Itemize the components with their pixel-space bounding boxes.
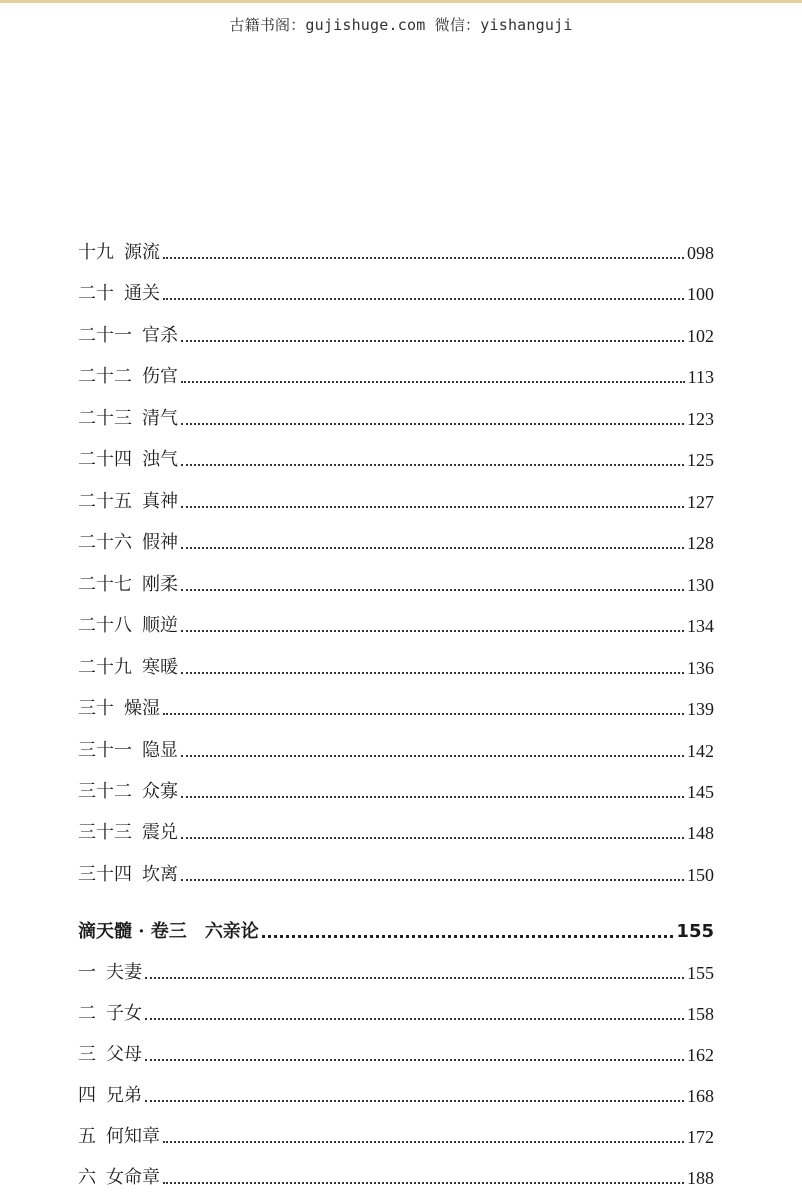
dot-leader xyxy=(181,506,684,508)
entry-page: 127 xyxy=(687,492,714,512)
section-page: 155 xyxy=(676,921,714,942)
entry-title: 假神 xyxy=(142,532,178,553)
dot-leader xyxy=(181,381,685,383)
dot-leader xyxy=(145,1059,684,1061)
entry-title: 顺逆 xyxy=(142,615,178,636)
entry-number: 三十一 xyxy=(78,740,132,761)
dot-leader xyxy=(181,423,684,425)
entry-page: 136 xyxy=(687,658,714,678)
toc-entry[interactable] xyxy=(78,999,714,1025)
dot-leader xyxy=(181,464,684,466)
entry-title: 刚柔 xyxy=(142,574,178,595)
entry-number: 二十五 xyxy=(78,491,132,512)
toc-entry[interactable] xyxy=(78,445,714,471)
entry-title: 兄弟 xyxy=(106,1085,142,1106)
toc-entry[interactable] xyxy=(78,528,714,554)
entry-number: 三十三 xyxy=(78,822,132,843)
entry-page: 158 xyxy=(687,1004,714,1024)
dot-leader xyxy=(262,935,674,938)
toc-entry[interactable] xyxy=(78,238,714,264)
toc-section-heading[interactable] xyxy=(78,917,714,943)
dot-leader xyxy=(181,340,684,342)
watermark-text: 古籍书阁：gujishuge.com 微信：yishanguji xyxy=(229,16,573,34)
entry-page: 128 xyxy=(687,533,714,553)
dot-leader xyxy=(181,837,684,839)
entry-page: 139 xyxy=(687,699,714,719)
dot-leader xyxy=(145,1018,684,1020)
entry-title: 女命章 xyxy=(106,1167,160,1188)
entry-number: 二十六 xyxy=(78,532,132,553)
section-title: 六亲论 xyxy=(204,921,259,942)
dot-leader xyxy=(163,713,684,715)
entry-number: 三十二 xyxy=(78,781,132,802)
toc-entry[interactable] xyxy=(78,777,714,803)
toc-entry[interactable] xyxy=(78,570,714,596)
dot-leader xyxy=(181,547,684,549)
dot-leader xyxy=(163,257,684,259)
entry-number: 十九 xyxy=(78,242,114,263)
entry-title: 何知章 xyxy=(106,1126,160,1147)
dot-leader xyxy=(181,630,684,632)
entry-page: 102 xyxy=(687,326,714,346)
entry-title: 真神 xyxy=(142,491,178,512)
entry-number: 二十二 xyxy=(78,366,132,387)
entry-page: 162 xyxy=(687,1045,714,1065)
entry-title: 父母 xyxy=(106,1044,142,1065)
toc-entry[interactable] xyxy=(78,1040,714,1066)
dot-leader xyxy=(181,672,684,674)
entry-number: 二十一 xyxy=(78,325,132,346)
entry-number: 二 xyxy=(78,1003,96,1024)
toc-entry[interactable] xyxy=(78,818,714,844)
dot-leader xyxy=(163,298,684,300)
entry-page: 172 xyxy=(687,1127,714,1147)
toc-entry[interactable] xyxy=(78,736,714,762)
entry-page: 188 xyxy=(687,1168,714,1188)
entry-number: 五 xyxy=(78,1126,96,1147)
entry-page: 142 xyxy=(687,741,714,761)
toc-entry[interactable] xyxy=(78,860,714,886)
entry-number: 二十七 xyxy=(78,574,132,595)
entry-page: 155 xyxy=(687,963,714,983)
toc-entry[interactable] xyxy=(78,694,714,720)
dot-leader xyxy=(145,1100,684,1102)
toc-entry[interactable] xyxy=(78,279,714,305)
toc-entry[interactable] xyxy=(78,1122,714,1148)
entry-number: 二十八 xyxy=(78,615,132,636)
entry-page: 125 xyxy=(687,450,714,470)
entry-number: 三十四 xyxy=(78,864,132,885)
toc-entry[interactable] xyxy=(78,611,714,637)
dot-leader xyxy=(181,879,684,881)
toc-entry[interactable] xyxy=(78,653,714,679)
entry-title: 众寡 xyxy=(142,781,178,802)
entry-number: 三十 xyxy=(78,698,114,719)
entry-title: 隐显 xyxy=(142,740,178,761)
toc-entry[interactable] xyxy=(78,362,714,388)
toc-entry[interactable] xyxy=(78,404,714,430)
dot-leader xyxy=(145,977,684,979)
entry-title: 官杀 xyxy=(142,325,178,346)
entry-page: 098 xyxy=(687,243,714,263)
entry-title: 源流 xyxy=(124,242,160,263)
entry-page: 134 xyxy=(687,616,714,636)
dot-leader xyxy=(163,1141,684,1143)
entry-page: 168 xyxy=(687,1086,714,1106)
entry-title: 坎离 xyxy=(142,864,178,885)
entry-number: 四 xyxy=(78,1085,96,1106)
entry-number: 二十九 xyxy=(78,657,132,678)
entry-number: 一 xyxy=(78,962,96,983)
entry-page: 145 xyxy=(687,782,714,802)
entry-title: 燥湿 xyxy=(124,698,160,719)
entry-title: 伤官 xyxy=(142,366,178,387)
entry-number: 三 xyxy=(78,1044,96,1065)
toc-entry[interactable] xyxy=(78,321,714,347)
section-volume: 滴天髓 · 卷三 xyxy=(78,921,187,942)
entry-title: 夫妻 xyxy=(106,962,142,983)
dot-leader xyxy=(181,755,684,757)
entry-page: 130 xyxy=(687,575,714,595)
entry-title: 子女 xyxy=(106,1003,142,1024)
dot-leader xyxy=(181,589,684,591)
entry-title: 浊气 xyxy=(142,449,178,470)
entry-number: 二十四 xyxy=(78,449,132,470)
entry-number: 二十 xyxy=(78,283,114,304)
entry-number: 六 xyxy=(78,1167,96,1188)
top-border xyxy=(0,0,802,3)
entry-page: 150 xyxy=(687,865,714,885)
toc-entry[interactable] xyxy=(78,958,714,984)
entry-title: 寒暖 xyxy=(142,657,178,678)
entry-title: 清气 xyxy=(142,408,178,429)
entry-page: 113 xyxy=(687,367,714,387)
entry-title: 通关 xyxy=(124,283,160,304)
toc-entry[interactable] xyxy=(78,1163,714,1189)
dot-leader xyxy=(181,796,684,798)
toc-entry[interactable] xyxy=(78,487,714,513)
dot-leader xyxy=(163,1182,684,1184)
entry-page: 100 xyxy=(687,284,714,304)
toc-entry[interactable] xyxy=(78,1081,714,1107)
entry-title: 震兑 xyxy=(142,822,178,843)
entry-page: 123 xyxy=(687,409,714,429)
entry-page: 148 xyxy=(687,823,714,843)
entry-number: 二十三 xyxy=(78,408,132,429)
